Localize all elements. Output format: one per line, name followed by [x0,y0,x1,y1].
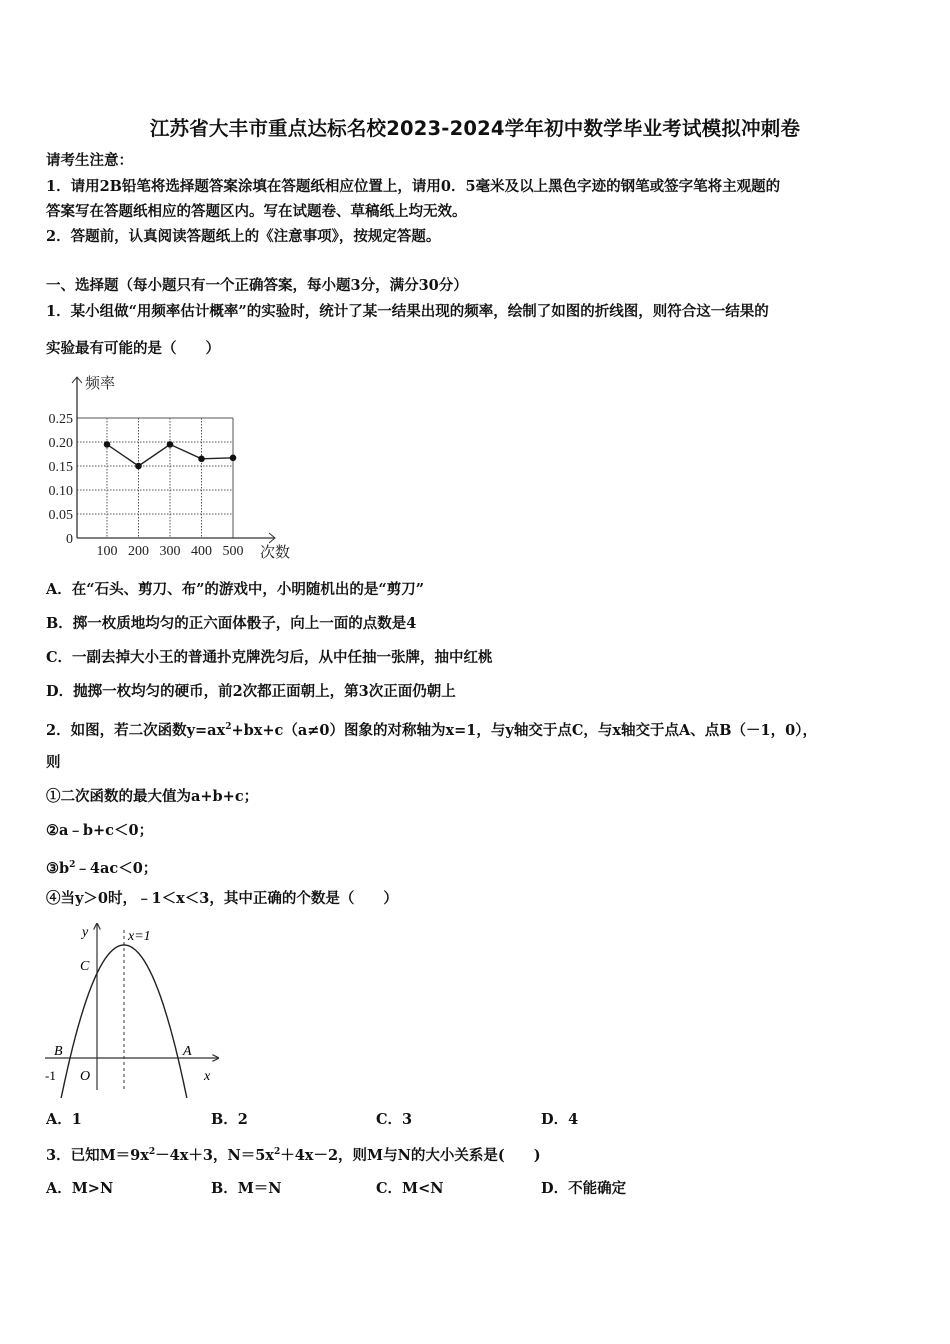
data-point [135,463,142,470]
q2-sup: 2 [225,722,232,732]
x-label: x [204,1069,211,1084]
q2-statement-3 [46,855,157,879]
q2-option-c: C．3 [376,1111,413,1128]
q3-sup1: 2 [148,1147,156,1157]
q1-option-d: D．抛掷一枚均匀的硬币，前2次都正面朝上，第3次正面仍朝上 [46,683,456,700]
neg1-label: -1 [45,1068,56,1083]
notice-line: 答案写在答题纸相应的答题区内。写在试题卷、草稿纸上均无效。 [46,203,467,220]
q2-statement-2: ②a﹣b+c＜0； [46,822,154,839]
origin-label: O [80,1069,91,1084]
y-label: y [82,925,89,940]
s3-a: ③b [46,859,70,877]
notice-line: 2．答题前，认真阅读答题纸上的《注意事项》，按规定答题。 [46,228,441,245]
q2-stem2: 则 [46,754,61,771]
data-point [198,456,205,463]
x-axis-label: 次数 [260,545,291,561]
q2-stem-b: +bx+c（a≠0）图象的对称轴为x=1，与y轴交于点C，与x轴交于点A、点B（－1，0）， [231,721,817,739]
q3-stem [46,1142,541,1166]
q1-stem: 1．某小组做“用频率估计概率”的实验时，统计了某一结果出现的频率，绘制了如图的折线图，则符合这一结果的 [46,303,769,320]
q3-option-d: D．不能确定 [541,1180,627,1197]
s3-b: ﹣4ac＜0； [75,859,158,877]
point-a-label: A [183,1044,192,1059]
y-tick-label: 0.15 [48,460,73,475]
x-tick-label: 100 [96,544,118,559]
page-title: 江苏省大丰市重点达标名校2023-2024学年初中数学毕业考试模拟冲刺卷 [149,117,801,140]
q3-sup2: 2 [273,1147,281,1157]
notice-heading: 请考生注意： [46,152,133,169]
y-tick-label: 0.05 [48,508,73,523]
q1-option-a: A．在“石头、剪刀、布”的游戏中，小明随机出的是“剪刀” [46,581,425,598]
y-axis-label: 频率 [85,376,116,392]
q2-option-d: D．4 [541,1111,579,1128]
y-tick-label: 0.20 [48,436,73,451]
q1-option-c: C．一副去掉大小王的普通扑克牌洗匀后，从中任抽一张牌，抽中红桃 [46,649,493,666]
notice-line: 1．请用2B铅笔将选择题答案涂填在答题纸相应位置上，请用0．5毫米及以上黑色字迹的钢笔或签字笔将主观题的 [46,178,781,195]
q3-c: ＋4x－2，则M与N的大小关系是( ) [280,1146,541,1164]
data-point [167,441,174,448]
q1-stem: 实验最有可能的是（ ） [46,340,220,357]
data-point [104,441,111,448]
point-c-label: C [80,959,90,974]
x-tick-label: 500 [222,544,244,559]
x-tick-label: 400 [191,544,212,559]
x-tick-label: 200 [128,544,149,559]
q2-stem-a: 2．如图，若二次函数y=ax [46,721,226,739]
q2-option-b: B．2 [211,1111,248,1128]
q2-option-a: A．1 [46,1111,82,1128]
q3-a: 3．已知M＝9x [46,1146,149,1164]
y-tick-label: 0 [66,532,73,547]
section-heading: 一、选择题（每小题只有一个正确答案，每小题3分，满分30分） [46,277,468,294]
q2-statement-4: ④当y＞0时，﹣1＜x＜3，其中正确的个数是（ ） [46,890,398,907]
y-tick-label: 0.25 [48,412,73,427]
s3-sup: 2 [69,860,76,870]
x-tick-label: 300 [159,544,181,559]
q2-statement-1: ①二次函数的最大值为a+b+c； [46,788,259,805]
point-b-label: B [54,1044,63,1059]
q3-option-c: C．M<N [376,1180,444,1197]
q3-option-a: A．M>N [46,1180,114,1197]
parabola-diagram [40,918,225,1098]
data-point [230,455,237,462]
frequency-line-chart [0,0,320,580]
q3-b: －4x＋3，N＝5x [155,1146,274,1164]
q2-stem [46,717,817,741]
q3-option-b: B．M＝N [211,1180,282,1197]
y-tick-label: 0.10 [48,484,73,499]
q1-option-b: B．掷一枚质地均匀的正六面体骰子，向上一面的点数是4 [46,615,417,632]
axis-label: x=1 [128,929,151,944]
